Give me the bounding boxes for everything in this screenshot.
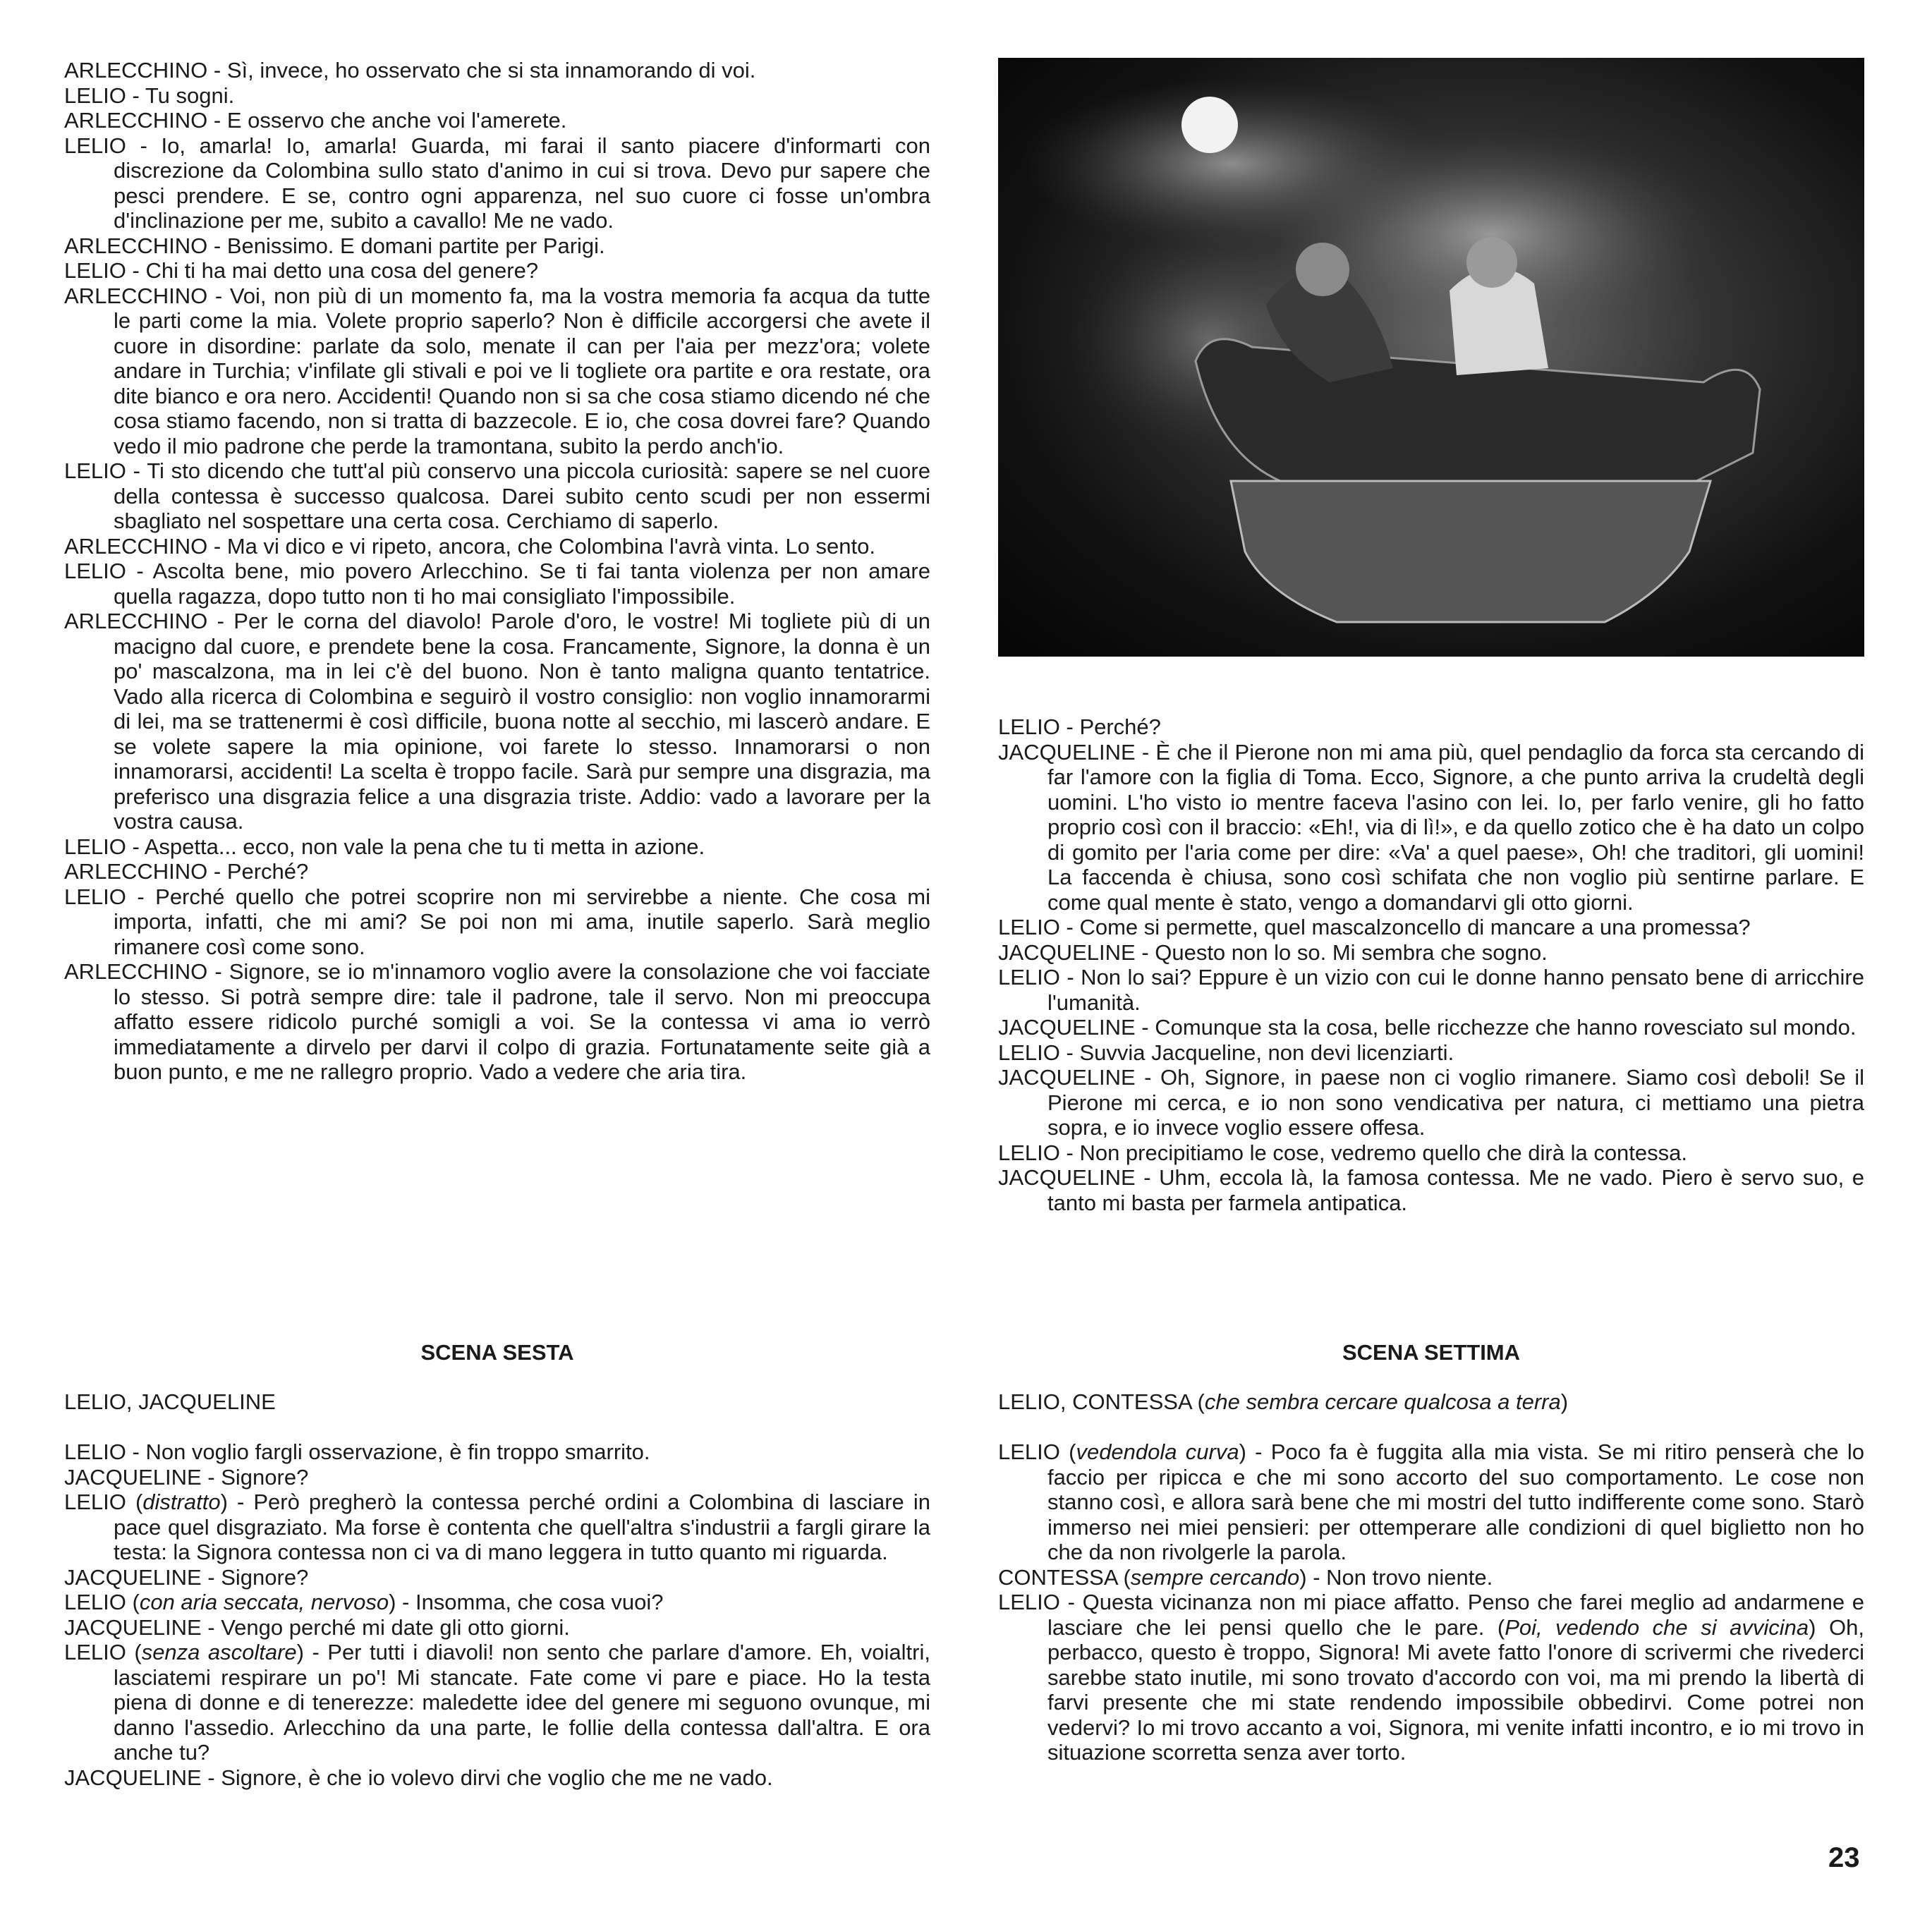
stage-direction: distratto [142, 1490, 221, 1514]
speaker-name: LELIO [998, 1590, 1060, 1614]
line-text: LELIO, CONTESSA ( [998, 1389, 1205, 1414]
dialogue-right-top [998, 714, 1864, 1215]
line-text: ( [1059, 1439, 1076, 1464]
scene-sesta [64, 1389, 930, 1790]
stage-direction: sempre cercando [1130, 1564, 1300, 1590]
dialogue-line [64, 108, 930, 133]
speaker-name: ARLECCHINO [64, 58, 208, 83]
line-text: ( [126, 1590, 140, 1614]
dialogue-line [64, 859, 930, 884]
dialogue-line [64, 884, 930, 960]
dialogue-line [998, 1590, 1864, 1765]
speaker-name: LELIO [998, 1140, 1060, 1165]
line-text: LELIO, JACQUELINE [64, 1389, 276, 1414]
dialogue-line [64, 1640, 930, 1765]
line-text: - Questo non lo so. Mi sembra che sogno. [1135, 939, 1548, 965]
speaker-name: JACQUELINE [998, 1065, 1136, 1090]
line-text: ( [126, 1640, 142, 1664]
line-text: - Per le corna del diavolo! Parole d'oro, le vostre! Mi togliete più di un macigno dal cuore, e prendete bene la cosa. Francamente, Signore, la donna è un po' mascalzona, ma in lei c'è del buono. Non è tanto maligna quanto tentatrice. Vado alla ricerca di Colombina e seguirò il vostro consiglio: non voglio innamorarmi di lei, ma se trattenermi è così difficile, buona notte al secchio, mi lascerò andare. E se volete sapere la mia opinione, voi farete lo stesso. Innamorarsi o non innamorarsi, accidenti! La scelta è troppo facile. Sarà pur sempre una disgrazia, ma preferisco una disgrazia felice a una disgrazia triste. Addio: vado a lavorare per la vostra causa. [114, 609, 930, 834]
dialogue-line [64, 58, 930, 83]
dialogue-line [64, 1490, 930, 1565]
speaker-name: LELIO [998, 1040, 1060, 1065]
speaker-name: LELIO [64, 559, 126, 583]
line-text: - Ascolta bene, mio povero Arlecchino. Se ti fai tanta violenza per non amare quella ragazza, dopo tutto non ti ho mai consigliato l'impossibile. [114, 559, 930, 609]
line-text: ) - Per tutti i diavoli! non sento che parlare d'amore. Eh, voialtri, lasciatemi respirare un po'! Mi stancate. Fate come vi pare e piace. Ho la testa piena di donne e di tenerezze: maledette idee del genere mi seguono ovunque, mi danno l'assedio. Arlecchino da una parte, le follie della contessa dall'altra. E ora anche tu? [114, 1640, 930, 1765]
dialogue-line [64, 559, 930, 609]
speaker-name: ARLECCHINO [64, 533, 208, 559]
line-text: ) Oh, perbacco, questo è troppo, Signora! Mi avete fatto l'onore di scrivermi che rivederci sarebbe stato inutile, mi sono trovato d'accordo con voi, ma mi prendo la libertà di farvi presente che mi state rendendo impossibile obbedirvi. Come potrei non vedervi? Io mi trovo accanto a voi, Signora, mi venite infatti incontro, e io mi trovo in situazione scorretta senza aver torto. [1047, 1614, 1865, 1765]
cast-list [998, 1389, 1864, 1415]
stage-direction: senza ascoltare [141, 1640, 297, 1664]
dialogue-line [64, 83, 930, 109]
line-text: - Come si permette, quel mascalzoncello di mancare a una promessa? [1059, 915, 1751, 939]
speaker-name: CONTESSA [998, 1564, 1117, 1590]
line-text: - E osservo che anche voi l'amerete. [207, 108, 567, 133]
stage-direction: con aria seccata, nervoso [139, 1590, 389, 1614]
speaker-name: LELIO [64, 834, 126, 859]
dialogue-line [998, 965, 1864, 1015]
line-text: ) - Non trovo niente. [1299, 1564, 1493, 1590]
dialogue-line [64, 1465, 930, 1490]
scene-settima [998, 1389, 1864, 1765]
speaker-name: JACQUELINE [998, 1165, 1136, 1190]
line-text: - Uhm, eccola là, la famosa contessa. Me ne vado. Piero è servo suo, e tanto mi basta per farmela antipatica. [1047, 1165, 1864, 1215]
line-text: - Ma vi dico e vi ripeto, ancora, che Colombina l'avrà vinta. Lo sento. [207, 533, 875, 559]
speaker-name: ARLECCHINO [64, 859, 208, 884]
line-text: ( [1117, 1564, 1131, 1590]
dialogue-line [64, 959, 930, 1085]
speaker-name: LELIO [998, 965, 1060, 990]
line-text: - Tu sogni. [126, 83, 235, 108]
line-text: - Perché? [207, 859, 309, 884]
speaker-name: LELIO [64, 83, 126, 108]
stage-direction: che sembra cercare qualcosa a terra [1204, 1389, 1561, 1414]
speaker-name: LELIO [64, 1439, 126, 1464]
speaker-name: ARLECCHINO [64, 108, 208, 133]
dialogue-line [998, 1439, 1864, 1565]
stage-direction: Poi, vedendo che si avvicina [1505, 1614, 1809, 1640]
dialogue-line [64, 834, 930, 860]
speaker-name: ARLECCHINO [64, 959, 208, 984]
line-text: - È che il Pierone non mi ama più, quel pendaglio da forca sta cercando di far l'amore con la figlia di Toma. Ecco, Signore, a che punto arriva la crudeltà degli uomini. L'ho visto io mentre faceva l'asino con lei. Io, per farlo venire, gli ho fatto proprio così con il braccio: «Eh!, via di lì!», e da quello zotico che è ha dato un colpo di gomito per l'aria come per dire: «Va' a quel paese», Oh! che traditori, gli uomini! La faccenda è chiusa, sono così schifata che non voglio più sentirne parlare. E come qual mente è stato, vengo a domandarvi gli otto giorni. [1047, 739, 1864, 915]
dialogue-line [64, 1615, 930, 1640]
speaker-name: LELIO [64, 884, 126, 909]
dialogue-line [998, 915, 1864, 940]
line-text: ) - Insomma, che cosa vuoi? [389, 1590, 664, 1614]
speaker-name: LELIO [998, 714, 1060, 739]
speaker-name: ARLECCHINO [64, 233, 208, 258]
dialogue-line [64, 1765, 930, 1791]
speaker-name: LELIO [64, 1640, 126, 1664]
scene-settima-dialogue [998, 1439, 1864, 1765]
scene-heading-sesta: SCENA SESTA [420, 1340, 574, 1365]
line-text: - Signore, se io m'innamoro voglio avere la consolazione che voi facciate lo stesso. Si potrà sempre dire: tale il padrone, tale il servo. Non mi preoccupa affatto essere ridicolo purché somigli a voi. Se la contessa vi ama io verrò immediatamente a dirvelo per darvi il colpo di grazia. Fortunatamente seite già a buon punto, e me ne rallegro proprio. Vado a vedere che aria tira. [114, 959, 930, 1084]
dialogue-line [998, 714, 1864, 740]
dialogue-line [64, 458, 930, 534]
line-text: - Perché quello che potrei scoprire non mi servirebbe a niente. Che cosa mi importa, infatti, che mi ami? Se poi non mi ama, inutile saperlo. Sarà meglio rimanere così come sono. [114, 884, 930, 959]
speaker-name: ARLECCHINO [64, 609, 208, 633]
line-text: ) - Però pregherò la contessa perché ordini a Colombina di lasciare in pace quel disgraziato. Ma forse è contenta che quell'altra s'industrii a fargli girare la testa: la Signora contessa non ci va di mano leggera in tutto quanto mi riguarda. [114, 1490, 931, 1564]
line-text: - Aspetta... ecco, non vale la pena che tu ti metta in azione. [126, 834, 705, 859]
speaker-name: LELIO [64, 133, 126, 158]
line-text: - Non lo sai? Eppure è un vizio con cui le donne hanno pensato bene di arricchire l'umanità. [1047, 965, 1864, 1015]
line-text: - Suvvia Jacqueline, non devi licenziarti. [1059, 1040, 1454, 1065]
line-text: - Questa vicinanza non mi piace affatto. Penso che farei meglio ad andarmene e lasciare che lei pensi quello che le pare. ( [1047, 1590, 1864, 1640]
line-text: - Non voglio fargli osservazione, è fin troppo smarrito. [126, 1439, 650, 1464]
line-text: - Signore? [201, 1564, 309, 1590]
dialogue-line [998, 1065, 1864, 1140]
dialogue-line [64, 1439, 930, 1465]
dialogue-line [998, 1165, 1864, 1215]
speaker-name: JACQUELINE [64, 1564, 202, 1590]
line-text: - Voi, non più di un momento fa, ma la vostra memoria fa acqua da tutte le parti come la mia. Volete proprio saperlo? Non è difficile accorgersi che avete il cuore in disordine: parlate da solo, menate il can per l'aia per mezz'ora; volete andare in Turchia; v'infilate gli stivali e poi ve li togliete ora partite e ora restate, ora dite bianco e ora nero. Accidenti! Quando non si sa che cosa stiamo dicendo né che cosa stiamo facendo, non si tratta di bazzecole. E io, che cosa dovrei fare? Quando vedo il mio padrone che perde la tramontana, subito la perdo anch'io. [114, 283, 930, 458]
moon-icon [1181, 97, 1238, 153]
line-text: - Ti sto dicendo che tutt'al più conservo una piccola curiosità: sapere se nel cuore della contessa è successo qualcosa. Darei subito cento scudi per non essermi sbagliato nel sospettare una certa cosa. Cerchiamo di saperlo. [114, 458, 930, 533]
speaker-name: LELIO [64, 258, 126, 283]
stage-photo-illustration [998, 58, 1864, 657]
speaker-name: LELIO [64, 1490, 126, 1514]
line-text: - Benissimo. E domani partite per Parigi. [207, 233, 605, 258]
line-text: - Perché? [1059, 714, 1161, 739]
speaker-name: ARLECCHINO [64, 283, 208, 308]
dialogue-line [998, 1015, 1864, 1040]
dialogue-left-top [64, 58, 930, 1085]
dialogue-line [64, 284, 930, 459]
speaker-name: JACQUELINE [64, 1464, 202, 1490]
page-number: 23 [1828, 1842, 1860, 1873]
speaker-name: JACQUELINE [64, 1765, 202, 1790]
dialogue-line [64, 258, 930, 284]
scene-heading-settima: SCENA SETTIMA [1342, 1340, 1521, 1365]
dialogue-line [64, 133, 930, 233]
dialogue-line [998, 740, 1864, 915]
line-text: - Io, amarla! Io, amarla! Guarda, mi farai il santo piacere d'informarti con discrezione da Colombina sullo stato d'animo in cui si trova. Devo pur sapere che pesci prendere. E se, contro ogni apparenza, nel suo cuore ci fosse un'ombra d'inclinazione per me, subito a cavallo! Me ne vado. [114, 133, 930, 233]
line-text: ( [126, 1490, 143, 1514]
stage-direction: vedendola curva [1076, 1439, 1239, 1464]
speaker-name: LELIO [64, 458, 126, 483]
scene-sesta-dialogue [64, 1439, 930, 1790]
dialogue-line [64, 1590, 930, 1615]
speaker-name: JACQUELINE [64, 1614, 202, 1640]
speaker-name: JACQUELINE [998, 939, 1136, 965]
stage-photo [998, 58, 1864, 657]
dialogue-line [64, 534, 930, 559]
speaker-name: JACQUELINE [998, 1015, 1136, 1040]
dialogue-line [64, 233, 930, 259]
line-text: - Signore? [201, 1464, 309, 1490]
dialogue-line [998, 1565, 1864, 1590]
speaker-name: JACQUELINE [998, 739, 1136, 765]
dialogue-line [998, 940, 1864, 966]
dialogue-line [64, 609, 930, 834]
dialogue-line [64, 1565, 930, 1590]
dialogue-line [998, 1140, 1864, 1166]
line-text: - Vengo perché mi date gli otto giorni. [201, 1614, 570, 1640]
line-text: - Non precipitiamo le cose, vedremo quello che dirà la contessa. [1059, 1140, 1688, 1165]
line-text: ) [1560, 1389, 1569, 1414]
line-text: - Signore, è che io volevo dirvi che voglio che me ne vado. [201, 1765, 773, 1790]
line-text: - Sì, invece, ho osservato che si sta innamorando di voi. [207, 58, 756, 83]
dialogue-line [998, 1040, 1864, 1066]
cast-list [64, 1389, 930, 1415]
line-text: - Comunque sta la cosa, belle ricchezze che hanno rovesciato sul mondo. [1135, 1015, 1857, 1040]
line-text: - Oh, Signore, in paese non ci voglio rimanere. Siamo così deboli! Se il Pierone mi cerca, e io non sono vendicativa per natura, ci mettiamo una pietra sopra, e io invece voglio essere offesa. [1047, 1065, 1864, 1140]
speaker-name: LELIO [998, 915, 1060, 939]
speaker-name: LELIO [64, 1590, 126, 1614]
line-text: - Chi ti ha mai detto una cosa del genere? [126, 258, 539, 283]
line-text: ) - Poco fa è fuggita alla mia vista. Se mi ritiro penserà che lo faccio per ripicca e che mi sono accorto del suo comportamento. Le cose non stanno così, e allora sarà bene che mi mostri del tutto indifferente come sono. Starò immerso nei miei pensieri: per ottemperare alle condizioni di quel biglietto non ho che da non rivolgerle la parola. [1047, 1439, 1864, 1564]
speaker-name: LELIO [998, 1439, 1060, 1464]
